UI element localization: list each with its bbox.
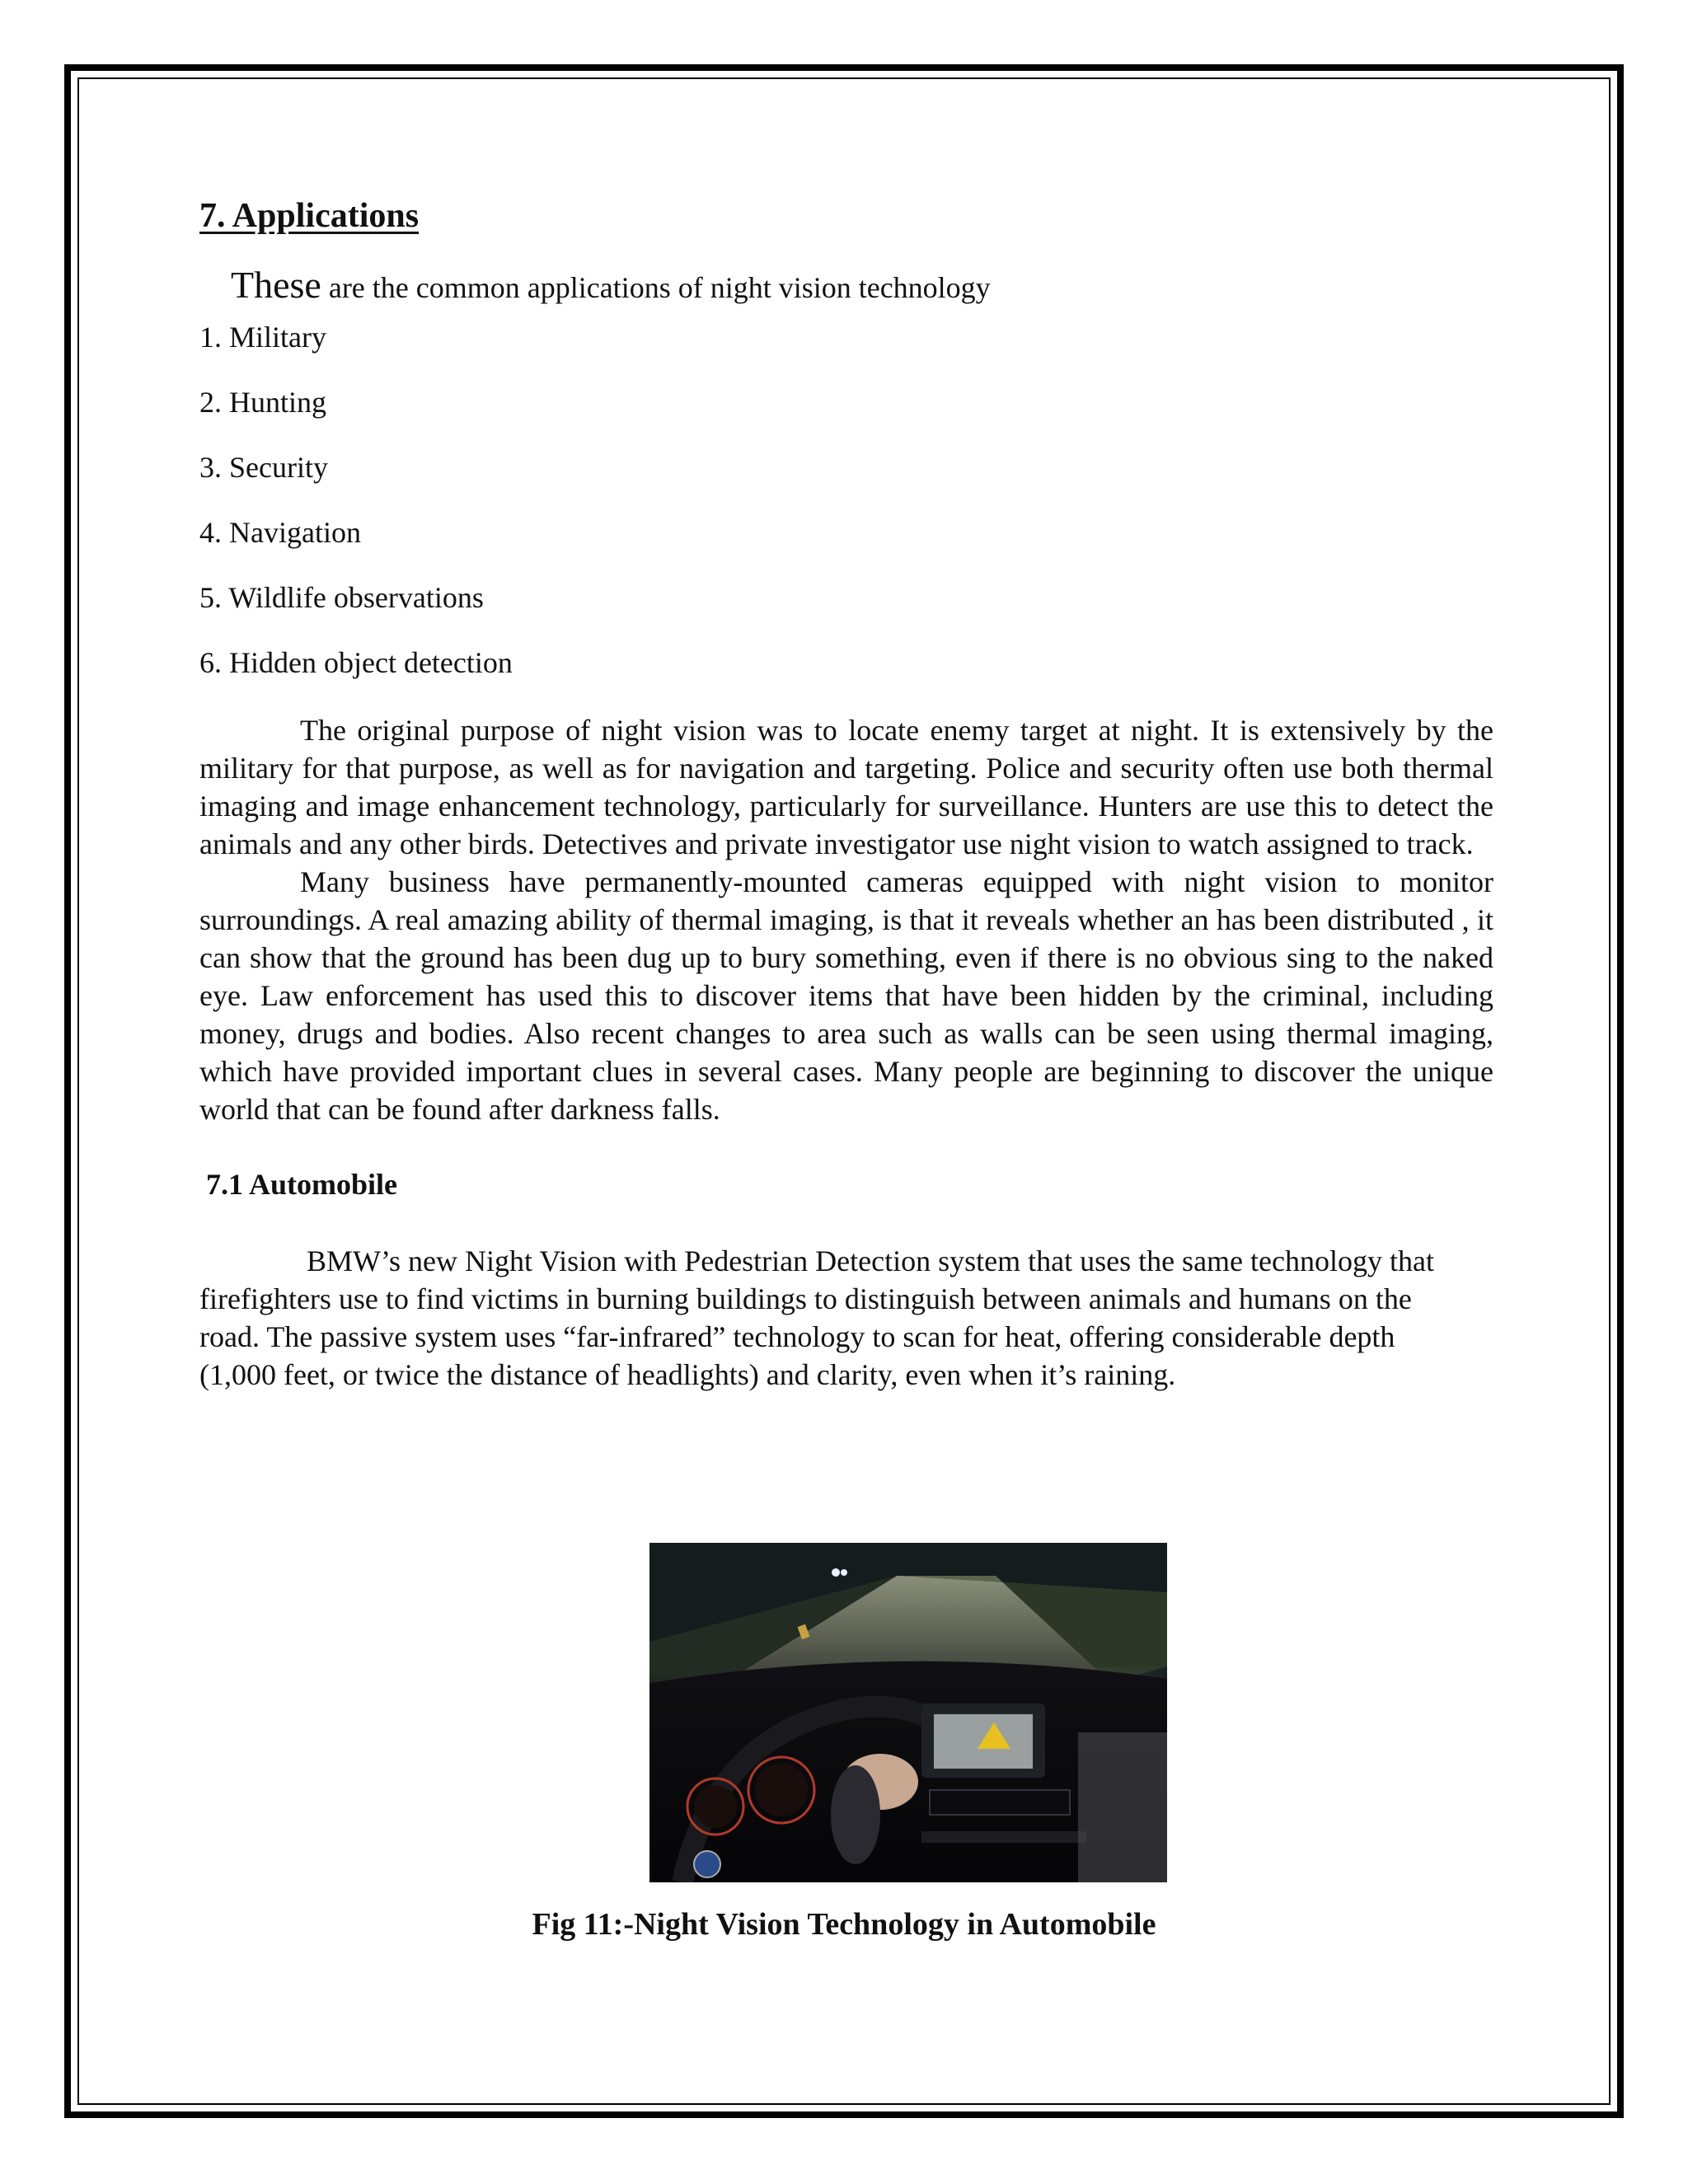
intro-lead-word: These <box>231 264 321 306</box>
list-item: 6. Hidden object detection <box>199 646 513 679</box>
automobile-paragraph: BMW’s new Night Vision with Pedestrian Detection system that uses the same technology that firefighters use to find victims in burning buildings to distinguish between animals and humans on the road. The passive system uses “far-infrared” technology to scan for heat, offering considerable depth (1,000 feet, or twice the distance of headlights) and clarity, even when it’s raining. <box>199 1244 1434 1391</box>
list-item: 2. Hunting <box>199 386 327 419</box>
list-item: 5. Wildlife observations <box>199 581 484 614</box>
body-paragraph: The original purpose of night vision was to locate enemy target at night. It is extensively by the military for that purpose, as well as for navigation and targeting. Police and security often use both thermal imaging and image enhancement technology, particularly for surveillance. Hunters are use this to detect the animals and any other birds. Detectives and private investigator use night vision to watch assigned to track. <box>199 714 1493 860</box>
figure-caption: Fig 11:-Night Vision Technology in Automobile <box>532 1907 1156 1942</box>
intro-rest: are the common applications of night vision technology <box>321 271 991 304</box>
night-vision-car-photo <box>649 1543 1167 1882</box>
page-content <box>199 194 1493 1394</box>
body-paragraph: Many business have permanently-mounted cameras equipped with night vision to monitor surroundings. A real amazing ability of thermal imaging, is that it reveals whether an has been distributed , it can show that the ground has been dug up to bury something, even if there is no obvious sing to the naked eye. Law enforcement has used this to discover items that have been hidden by the criminal, including money, drugs and bodies. Also recent changes to area such as walls can be seen using thermal imaging, which have provided important clues in several cases. Many people are beginning to discover the unique world that can be found after darkness falls. <box>199 865 1493 1126</box>
intro-sentence <box>231 265 1493 307</box>
subsection-heading: 7.1 Automobile <box>206 1168 398 1201</box>
section-heading: 7. Applications <box>199 197 420 235</box>
list-item: 3. Security <box>199 451 328 484</box>
list-item: 4. Navigation <box>199 516 361 549</box>
list-item: 1. Military <box>199 321 326 354</box>
applications-list <box>199 321 1493 679</box>
